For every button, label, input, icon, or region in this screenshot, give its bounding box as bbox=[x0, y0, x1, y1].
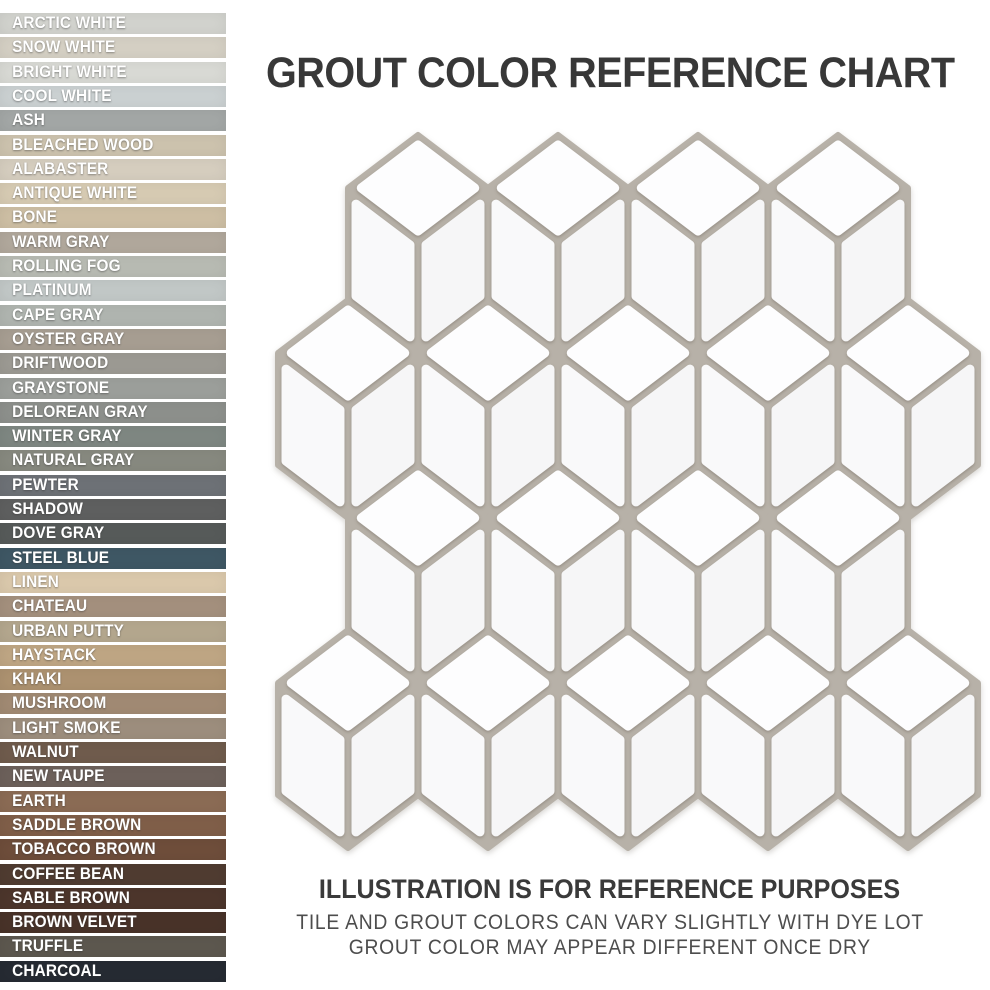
page-title bbox=[230, 49, 990, 98]
caption-line-1: ILLUSTRATION IS FOR REFERENCE PURPOSES bbox=[319, 874, 901, 904]
swatch-label: CAPE GRAY bbox=[12, 305, 104, 324]
swatch-label: DELOREAN GRAY bbox=[12, 402, 148, 421]
swatch-label: NEW TAUPE bbox=[12, 767, 105, 786]
swatch-label: LINEN bbox=[12, 572, 60, 591]
swatch-label: KHAKI bbox=[12, 670, 62, 689]
swatch-label: SNOW WHITE bbox=[12, 38, 116, 57]
swatch-label: URBAN PUTTY bbox=[12, 621, 125, 640]
swatch-label: BRIGHT WHITE bbox=[12, 62, 127, 81]
swatch-label: WARM GRAY bbox=[12, 232, 110, 251]
swatch-label: TRUFFLE bbox=[12, 937, 84, 956]
caption-line-2: TILE AND GROUT COLORS CAN VARY SLIGHTLY WITH DYE LOT bbox=[296, 911, 924, 934]
swatch-label: PLATINUM bbox=[12, 281, 92, 300]
swatch-label: TOBACCO BROWN bbox=[12, 840, 156, 859]
swatch-label: GRAYSTONE bbox=[12, 378, 110, 397]
swatch-label: HAYSTACK bbox=[12, 645, 97, 664]
swatch-label: ALABASTER bbox=[12, 159, 109, 178]
swatch-label: SADDLE BROWN bbox=[12, 815, 142, 834]
swatch-label: STEEL BLUE bbox=[12, 548, 110, 567]
swatch-label: DRIFTWOOD bbox=[12, 354, 109, 373]
swatch-label: BLEACHED WOOD bbox=[12, 135, 154, 154]
swatch-label: ARCTIC WHITE bbox=[12, 14, 126, 32]
swatch-label: MUSHROOM bbox=[12, 694, 107, 713]
page-title-text: GROUT COLOR REFERENCE CHART bbox=[265, 49, 955, 97]
swatch-label: NATURAL GRAY bbox=[12, 451, 135, 470]
swatch-label: SHADOW bbox=[12, 500, 84, 518]
swatch-label: OYSTER GRAY bbox=[12, 329, 125, 348]
swatch-label: COFFEE BEAN bbox=[12, 864, 125, 883]
swatch-label: BONE bbox=[12, 208, 58, 227]
swatch-label: BROWN VELVET bbox=[12, 913, 137, 932]
swatch-label: ROLLING FOG bbox=[12, 257, 121, 275]
swatch-label: CHARCOAL bbox=[12, 961, 102, 980]
swatch-label: COOL WHITE bbox=[12, 86, 112, 105]
swatch-label: LIGHT SMOKE bbox=[12, 718, 121, 737]
swatch-label: CHATEAU bbox=[12, 597, 88, 616]
swatch-label: EARTH bbox=[12, 791, 66, 810]
swatch-label: WALNUT bbox=[12, 743, 79, 761]
swatch-label: WINTER GRAY bbox=[12, 427, 122, 446]
swatch-label: PEWTER bbox=[12, 475, 79, 494]
swatch-label: ANTIQUE WHITE bbox=[12, 184, 138, 203]
swatch-label: SABLE BROWN bbox=[12, 888, 131, 907]
swatch-label: DOVE GRAY bbox=[12, 524, 105, 543]
caption-line-3: GROUT COLOR MAY APPEAR DIFFERENT ONCE DRY bbox=[348, 936, 872, 959]
swatch-label: ASH bbox=[12, 111, 46, 130]
